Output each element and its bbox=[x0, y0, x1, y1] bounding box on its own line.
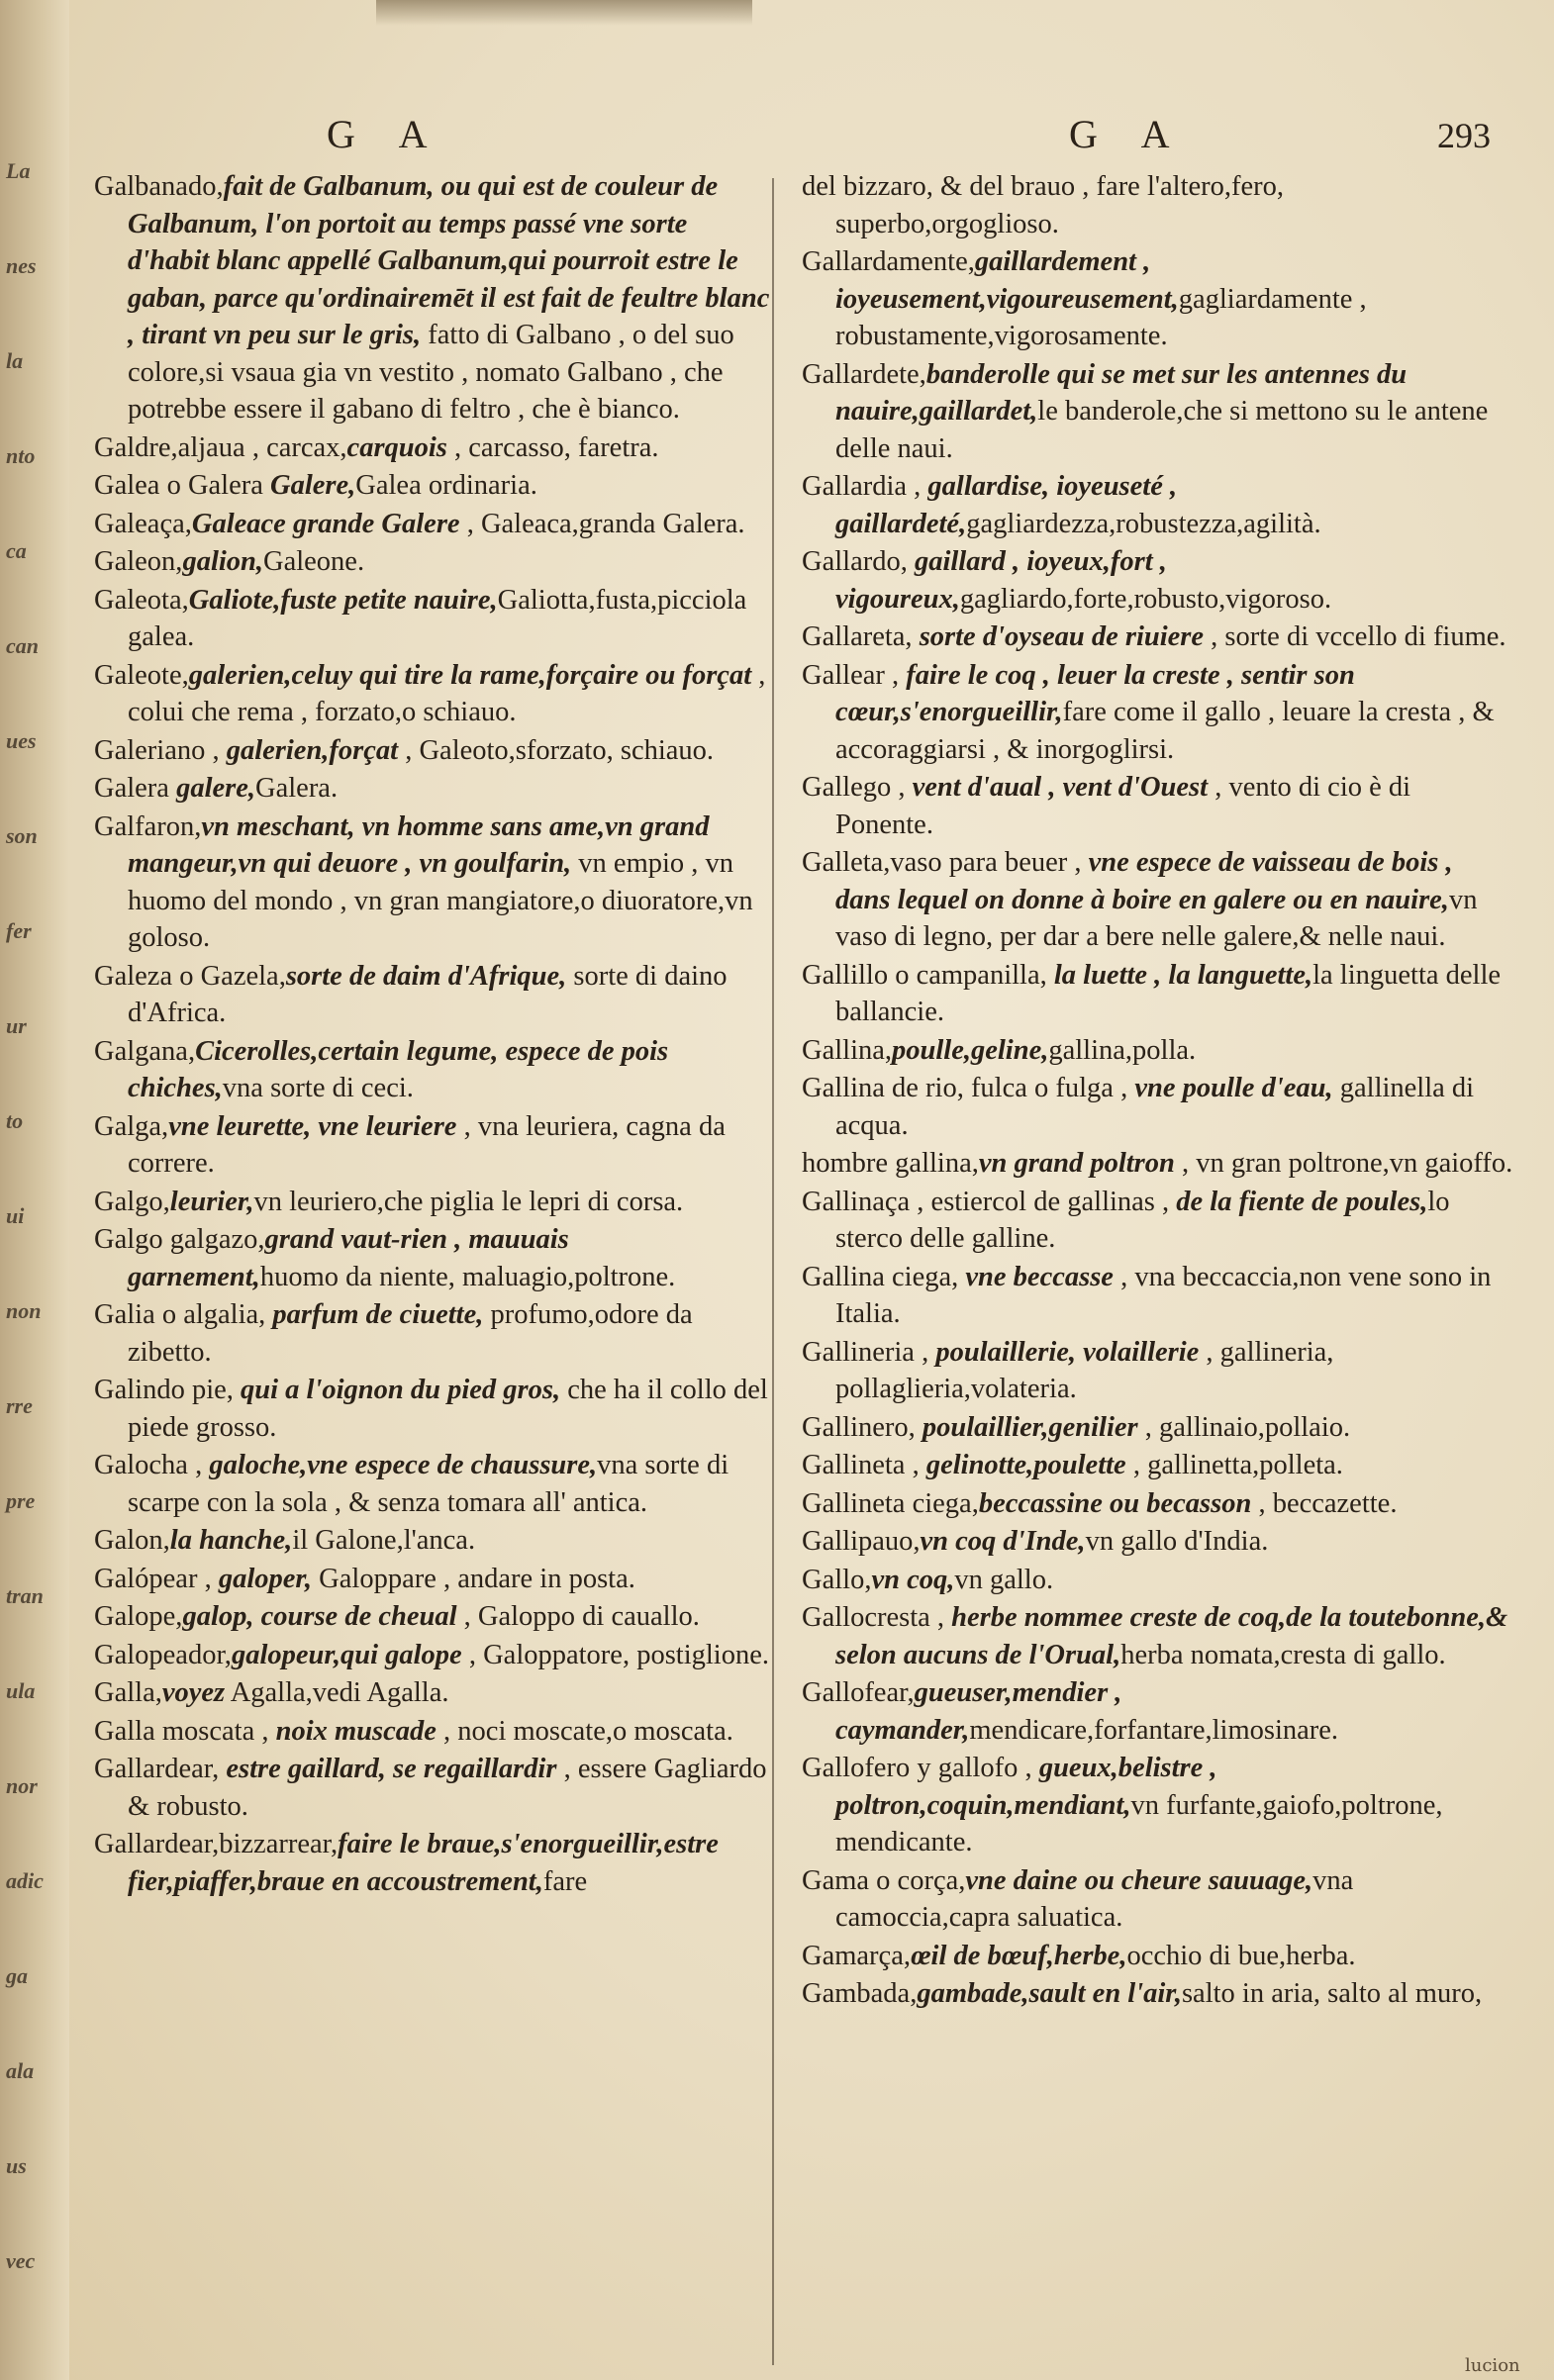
dictionary-entry bbox=[802, 844, 1514, 956]
column-divider bbox=[772, 178, 774, 2365]
french-gloss: gueux,belistre , poltron,coquin,mendiant, bbox=[835, 1753, 1217, 1821]
entry-text: , colui che rema , forzato,o schiauo. bbox=[128, 659, 766, 727]
dictionary-entry bbox=[94, 1674, 772, 1712]
entry-text: huomo da niente, maluagio,poltrone. bbox=[259, 1261, 676, 1292]
entry-text: , vento di cio è di Ponente. bbox=[835, 772, 1411, 840]
dictionary-entry bbox=[802, 769, 1514, 843]
french-gloss: vn coq, bbox=[871, 1564, 955, 1595]
dictionary-entry bbox=[802, 468, 1514, 542]
entry-text: vna sorte di scarpe con la sola , & senza tomara all' antica. bbox=[128, 1450, 729, 1518]
french-gloss: banderolle qui se met sur les antennes du nauire,gaillardet, bbox=[835, 358, 1408, 427]
french-gloss: gambade,sault en l'air, bbox=[917, 1978, 1182, 2009]
page-number: 293 bbox=[1437, 116, 1491, 155]
entry-text: , Galoppatore, postiglione. bbox=[461, 1639, 769, 1670]
entry-text: mendicare,forfantare,limosinare. bbox=[969, 1714, 1339, 1746]
dictionary-entry bbox=[94, 1372, 772, 1446]
dictionary-entry bbox=[94, 582, 772, 656]
entry-text: gagliardezza,robustezza,agilità. bbox=[966, 508, 1321, 539]
entry-text: Galleta,vaso para beuer , bbox=[802, 847, 1089, 878]
french-gloss: vne beccasse bbox=[965, 1261, 1114, 1292]
entry-text: Gallinaça , estiercol de gallinas , bbox=[802, 1186, 1177, 1217]
dictionary-entry bbox=[802, 957, 1514, 1031]
entry-text: la linguetta delle ballancie. bbox=[835, 959, 1502, 1027]
page-top-shadow bbox=[376, 0, 752, 26]
entry-text: Gallofero y gallofo , bbox=[802, 1753, 1039, 1783]
entry-text: Gallofear, bbox=[802, 1677, 915, 1708]
dictionary-entry bbox=[802, 1862, 1514, 1937]
dictionary-entry bbox=[802, 1447, 1514, 1484]
margin-fragment: us bbox=[6, 2153, 27, 2178]
dictionary-entry bbox=[802, 168, 1514, 242]
french-gloss: vne daine ou cheure sauuage, bbox=[965, 1864, 1313, 1896]
french-gloss: la hanche, bbox=[169, 1525, 293, 1556]
entry-text: Gallina de rio, fulca o fulga , bbox=[802, 1073, 1135, 1103]
entry-text: fare come il gallo , leuare la cresta , & accoraggiarsi , & inorgoglirsi. bbox=[835, 697, 1495, 765]
margin-fragment: nto bbox=[6, 443, 36, 468]
french-gloss: sorte d'oyseau de riuiere bbox=[919, 621, 1205, 652]
french-gloss: vne espece de vaisseau de bois , dans lequel on donne à boire en galere ou en nauire, bbox=[835, 847, 1453, 915]
french-gloss: voyez bbox=[161, 1677, 226, 1708]
margin-fragment: La bbox=[6, 158, 31, 183]
margin-fragment: ga bbox=[6, 1963, 28, 1988]
entry-text: fatto di Galbano , o del suo colore,si vsaua gia vn vestito , nomato Galbano , che potrebbe essere il gabano di feltro , che è bianco. bbox=[128, 320, 734, 425]
entry-text: del bizzaro, & del brauo , fare l'altero,fero, superbo,orgoglioso. bbox=[802, 171, 1285, 239]
french-gloss: gaillardement , ioyeusement,vigoureusement, bbox=[835, 246, 1179, 315]
entry-text: Gallineta ciega, bbox=[802, 1487, 979, 1519]
french-gloss: faire le coq , leuer la creste , sentir son cœur,s'enorgueillir, bbox=[835, 659, 1355, 727]
french-gloss: qui a l'oignon du pied gros, bbox=[241, 1375, 561, 1405]
entry-text: hombre gallina, bbox=[802, 1148, 979, 1179]
entry-text: , sorte di vccello di fiume. bbox=[1204, 621, 1506, 652]
dictionary-entry bbox=[802, 1975, 1514, 2013]
catchword: lucion bbox=[1465, 2355, 1520, 2376]
entry-text: Gambada, bbox=[802, 1978, 918, 2009]
french-gloss: galopeur,qui galope bbox=[231, 1639, 462, 1670]
margin-fragment: non bbox=[6, 1298, 42, 1323]
margin-fragment: can bbox=[6, 633, 39, 658]
entry-text: Gallardete, bbox=[802, 358, 926, 390]
entry-text: Galla moscata , bbox=[94, 1715, 276, 1747]
entry-text: , carcasso, faretra. bbox=[446, 431, 659, 463]
margin-fragment: adic bbox=[6, 1868, 44, 1893]
entry-text: Galópear , bbox=[94, 1563, 219, 1594]
entry-text: , noci moscate,o moscata. bbox=[436, 1715, 733, 1747]
dictionary-entry bbox=[94, 1826, 772, 1900]
dictionary-entry bbox=[802, 1259, 1514, 1333]
dictionary-entry bbox=[802, 543, 1514, 618]
dictionary-entry bbox=[802, 1409, 1514, 1447]
dictionary-entry bbox=[94, 1221, 772, 1295]
entry-text: salto in aria, salto al muro, bbox=[1181, 1978, 1483, 2009]
dictionary-entry bbox=[802, 1070, 1514, 1144]
margin-fragment: ues bbox=[6, 728, 37, 753]
french-gloss: vne poulle d'eau, bbox=[1134, 1073, 1333, 1103]
dictionary-entry bbox=[94, 732, 772, 770]
entry-text: le banderole,che si mettono su le antene delle naui. bbox=[835, 396, 1489, 464]
entry-text: Galea o Galera bbox=[94, 470, 271, 501]
entry-text: Gallina ciega, bbox=[802, 1261, 966, 1292]
entry-text: vn leuriero,che piglia le lepri di corsa. bbox=[253, 1186, 684, 1217]
entry-text: sorte di daino d'Africa. bbox=[128, 960, 728, 1028]
entry-text: Galeriano , bbox=[94, 734, 227, 766]
entry-text: gagliardamente , robustamente,vigorosamente. bbox=[835, 283, 1367, 351]
dictionary-entry bbox=[802, 657, 1514, 769]
french-gloss: gueuser,mendier , caymander, bbox=[835, 1677, 1122, 1746]
dictionary-entry bbox=[94, 1598, 772, 1636]
french-gloss: Galere, bbox=[270, 470, 356, 501]
margin-fragment: la bbox=[6, 348, 24, 373]
entry-text: Gallina, bbox=[802, 1034, 893, 1066]
french-gloss: noix muscade bbox=[275, 1715, 437, 1747]
margin-fragment: pre bbox=[6, 1488, 36, 1513]
entry-text: Gallocresta , bbox=[802, 1602, 952, 1633]
dictionary-entry bbox=[802, 1485, 1514, 1523]
entry-text: che ha il collo del piede grosso. bbox=[128, 1375, 768, 1443]
running-header-left: G A bbox=[327, 112, 445, 156]
entry-text: , vna beccaccia,non vene sono in Italia. bbox=[835, 1261, 1492, 1329]
entry-text: Galera. bbox=[255, 773, 339, 804]
entry-text: Galga, bbox=[94, 1110, 169, 1142]
french-gloss: galoche,vne espece de chaussure, bbox=[209, 1450, 598, 1480]
dictionary-entry bbox=[94, 506, 772, 543]
entry-text: Galeote, bbox=[94, 659, 189, 691]
dictionary-entry bbox=[94, 1108, 772, 1183]
dictionary-entry bbox=[94, 1522, 772, 1560]
french-gloss: Cicerolles,certain legume, espece de pois chiches, bbox=[128, 1035, 669, 1103]
entry-text: Galeone. bbox=[263, 546, 365, 577]
entry-text: Gallardear,bizzarrear, bbox=[94, 1829, 339, 1859]
entry-text: Gama o corça, bbox=[802, 1864, 966, 1896]
dictionary-entry bbox=[802, 1523, 1514, 1561]
margin-fragment: to bbox=[6, 1108, 24, 1133]
french-gloss: œil de bœuf,herbe, bbox=[910, 1940, 1127, 1971]
entry-text: vn gallo. bbox=[954, 1564, 1054, 1595]
entry-text: Gallego , bbox=[802, 772, 913, 803]
french-gloss: galerien,celuy qui tire la rame,forçaire ou forçat bbox=[188, 659, 752, 691]
entry-text: Galea ordinaria. bbox=[355, 470, 537, 501]
margin-fragment: vec bbox=[6, 2248, 36, 2273]
entry-text: Galindo pie, bbox=[94, 1375, 242, 1405]
entry-text: , gallinetta,polleta. bbox=[1125, 1450, 1343, 1480]
french-gloss: galoper, bbox=[218, 1563, 313, 1594]
dictionary-entry bbox=[94, 809, 772, 957]
french-gloss: gallardise, ioyeuseté , gaillardeté, bbox=[835, 471, 1178, 539]
entry-text: Galgo, bbox=[94, 1186, 170, 1217]
dictionary-entry bbox=[94, 1637, 772, 1674]
french-gloss: herbe nommee creste de coq,de la toutebonne,& selon aucuns de l'Orual, bbox=[835, 1602, 1508, 1670]
entry-text: vn empio , vn huomo del mondo , vn gran mangiatore,o diuoratore,vn goloso. bbox=[128, 848, 753, 953]
entry-text: vna sorte di ceci. bbox=[222, 1073, 414, 1103]
french-gloss: beccassine ou becasson bbox=[978, 1487, 1252, 1519]
french-gloss: poulaillier,genilier bbox=[922, 1411, 1138, 1443]
entry-text: Galiotta,fusta,picciola galea. bbox=[128, 584, 747, 652]
french-gloss: fait de Galbanum, ou qui est de couleur de Galbanum, l'on portoit au temps passé vne sorte d'habit blanc appellé Galbanum,qui pourroit estre le gaban, parce qu'ordinairemēt il est fait de feultre blanc , tirant vn peu sur le gris, bbox=[128, 171, 770, 350]
left-column bbox=[94, 168, 772, 1901]
french-gloss: galop, course de cheual bbox=[182, 1601, 457, 1632]
entry-text: fare bbox=[542, 1865, 588, 1897]
entry-text: Gallear , bbox=[802, 659, 907, 691]
entry-text: , gallinaio,pollaio. bbox=[1137, 1411, 1351, 1443]
french-gloss: sorte de daim d'Afrique, bbox=[285, 960, 567, 992]
margin-fragment: ur bbox=[6, 1013, 27, 1038]
entry-text: Gallipauo, bbox=[802, 1526, 921, 1557]
french-gloss: galere, bbox=[176, 773, 256, 804]
entry-text: Gallareta, bbox=[802, 621, 920, 652]
entry-text: vn vaso di legno, per dar a bere nelle galere,& nelle naui. bbox=[835, 884, 1478, 952]
dictionary-entry bbox=[802, 1184, 1514, 1258]
french-gloss: estre gaillard, se regaillardir bbox=[226, 1754, 557, 1784]
french-gloss: vent d'aual , vent d'Ouest bbox=[912, 772, 1209, 803]
entry-text: Galoppare , andare in posta. bbox=[312, 1563, 635, 1594]
entry-text: Gallardear, bbox=[94, 1754, 227, 1784]
french-gloss: vne leurette, vne leuriere bbox=[168, 1110, 457, 1142]
dictionary-entry bbox=[94, 168, 772, 428]
entry-text: Gallardo, bbox=[802, 546, 915, 577]
entry-text: , Galeaca,granda Galera. bbox=[459, 508, 745, 539]
dictionary-entry bbox=[802, 1750, 1514, 1861]
right-column bbox=[802, 168, 1514, 2014]
entry-text: Galia o algalia, bbox=[94, 1299, 273, 1330]
entry-text: vn furfante,gaiofo,poltrone, mendicante. bbox=[835, 1789, 1443, 1857]
entry-text: gagliardo,forte,robusto,vigoroso. bbox=[959, 583, 1332, 615]
margin-fragment: ala bbox=[6, 2058, 35, 2083]
dictionary-entry bbox=[94, 1184, 772, 1221]
entry-text: , essere Gagliardo & robusto. bbox=[128, 1754, 767, 1822]
french-gloss: gelinotte,poulette bbox=[925, 1450, 1126, 1480]
french-gloss: Galeace grande Galere bbox=[191, 508, 460, 539]
dictionary-entry bbox=[94, 1751, 772, 1825]
dictionary-entry bbox=[94, 657, 772, 731]
entry-text: Gallillo o campanilla, bbox=[802, 959, 1054, 991]
entry-text: , Galeoto,sforzato, schiauo. bbox=[398, 734, 715, 766]
entry-text: profumo,odore da zibetto. bbox=[128, 1299, 693, 1368]
entry-text: Galgana, bbox=[94, 1035, 196, 1067]
entry-text: gallina,polla. bbox=[1048, 1034, 1197, 1066]
french-gloss: de la fiente de poules, bbox=[1176, 1186, 1428, 1217]
dictionary-entry bbox=[802, 1562, 1514, 1599]
entry-text: vna camoccia,capra saluatica. bbox=[835, 1864, 1354, 1933]
french-gloss: la luette , la languette, bbox=[1053, 959, 1313, 991]
margin-fragment: tran bbox=[6, 1583, 44, 1608]
entry-text: occhio di bue,herba. bbox=[1126, 1940, 1356, 1971]
french-gloss: grand vaut-rien , mauuais garnement, bbox=[128, 1224, 569, 1292]
dictionary-entry bbox=[94, 467, 772, 505]
entry-text: Galla, bbox=[94, 1677, 162, 1708]
entry-text: Gallo, bbox=[802, 1564, 872, 1595]
entry-text: , gallineria, pollaglieria,volateria. bbox=[835, 1336, 1334, 1404]
entry-text: Gallineria , bbox=[802, 1336, 936, 1368]
entry-text: vn gallo d'India. bbox=[1085, 1526, 1269, 1557]
entry-text: , Galoppo di cauallo. bbox=[456, 1601, 700, 1632]
dictionary-entry bbox=[802, 1599, 1514, 1673]
french-gloss: poulle,geline, bbox=[892, 1034, 1049, 1066]
entry-text: Galgo galgazo, bbox=[94, 1224, 265, 1255]
dictionary-entry bbox=[94, 543, 772, 581]
entry-text: herba nomata,cresta di gallo. bbox=[1120, 1639, 1446, 1670]
dictionary-entry bbox=[802, 1145, 1514, 1183]
entry-text: , vn gran poltrone,vn gaioffo. bbox=[1174, 1148, 1513, 1179]
entry-text: Galfaron, bbox=[94, 810, 202, 842]
french-gloss: galion, bbox=[182, 546, 263, 577]
entry-text: Gallinero, bbox=[802, 1411, 923, 1443]
entry-text: Agalla,vedi Agalla. bbox=[225, 1677, 449, 1708]
french-gloss: vn meschant, vn homme sans ame,vn grand mangeur,vn qui deuore , vn goulfarin, bbox=[128, 810, 710, 879]
margin-fragment: ui bbox=[6, 1203, 25, 1228]
dictionary-entry bbox=[802, 356, 1514, 468]
french-gloss: faire le braue,s'enorgueillir,estre fier,piaffer,braue en accoustrement, bbox=[128, 1829, 719, 1897]
entry-text: Galera bbox=[94, 773, 177, 804]
margin-fragment: nor bbox=[6, 1773, 38, 1798]
dictionary-entry bbox=[802, 1032, 1514, 1070]
dictionary-entry bbox=[94, 1447, 772, 1521]
margin-fragment: ca bbox=[6, 538, 27, 563]
dictionary-entry bbox=[94, 1561, 772, 1598]
entry-text: Galon, bbox=[94, 1525, 170, 1556]
entry-text: Galocha , bbox=[94, 1450, 210, 1480]
entry-text: Galeota, bbox=[94, 584, 189, 616]
entry-text: Galeza o Gazela, bbox=[94, 960, 286, 992]
entry-text: il Galone,l'anca. bbox=[292, 1525, 476, 1556]
french-gloss: gaillard , ioyeux,fort , vigoureux, bbox=[835, 546, 1167, 615]
margin-fragment: fer bbox=[6, 918, 32, 943]
french-gloss: Galiote,fuste petite nauire, bbox=[188, 584, 498, 616]
dictionary-entry bbox=[802, 1938, 1514, 1975]
dictionary-entry bbox=[802, 1334, 1514, 1408]
dictionary-entry bbox=[94, 770, 772, 808]
dictionary-entry bbox=[94, 1033, 772, 1107]
dictionary-entry bbox=[802, 1674, 1514, 1749]
french-gloss: carquois bbox=[346, 431, 447, 463]
entry-text: Galeon, bbox=[94, 546, 183, 577]
margin-fragment: nes bbox=[6, 253, 37, 278]
entry-text: Galopeador, bbox=[94, 1639, 232, 1670]
entry-text: Galeaça, bbox=[94, 508, 192, 539]
dictionary-entry bbox=[94, 1713, 772, 1751]
entry-text: Galbanado, bbox=[94, 171, 224, 202]
entry-text: , vna leuriera, cagna da correre. bbox=[128, 1110, 726, 1179]
entry-text: gallinella di acqua. bbox=[835, 1073, 1475, 1141]
entry-text: Gamarça, bbox=[802, 1940, 911, 1971]
entry-text: Galdre,aljaua , carcax, bbox=[94, 431, 347, 463]
french-gloss: vn grand poltron bbox=[978, 1148, 1175, 1179]
dictionary-entry bbox=[94, 429, 772, 467]
french-gloss: galerien,forçat bbox=[226, 734, 399, 766]
entry-text: Gallineta , bbox=[802, 1450, 926, 1480]
dictionary-entry bbox=[94, 958, 772, 1032]
margin-fragment: ula bbox=[6, 1678, 36, 1703]
french-gloss: leurier, bbox=[169, 1186, 254, 1217]
dictionary-entry bbox=[94, 1296, 772, 1371]
french-gloss: parfum de ciuette, bbox=[272, 1299, 484, 1330]
entry-text: Gallardamente, bbox=[802, 246, 975, 277]
dictionary-entry bbox=[802, 243, 1514, 355]
entry-text: Gallardia , bbox=[802, 471, 928, 502]
margin-fragment: son bbox=[6, 823, 38, 848]
entry-text: lo sterco delle galline. bbox=[835, 1186, 1450, 1254]
entry-text: Galope, bbox=[94, 1601, 183, 1632]
entry-text: , beccazette. bbox=[1251, 1487, 1398, 1519]
running-header-right: G A bbox=[1069, 112, 1188, 156]
margin-fragment: rre bbox=[6, 1393, 33, 1418]
french-gloss: poulaillerie, volaillerie bbox=[935, 1336, 1200, 1368]
dictionary-entry bbox=[802, 619, 1514, 656]
french-gloss: vn coq d'Inde, bbox=[920, 1526, 1086, 1557]
